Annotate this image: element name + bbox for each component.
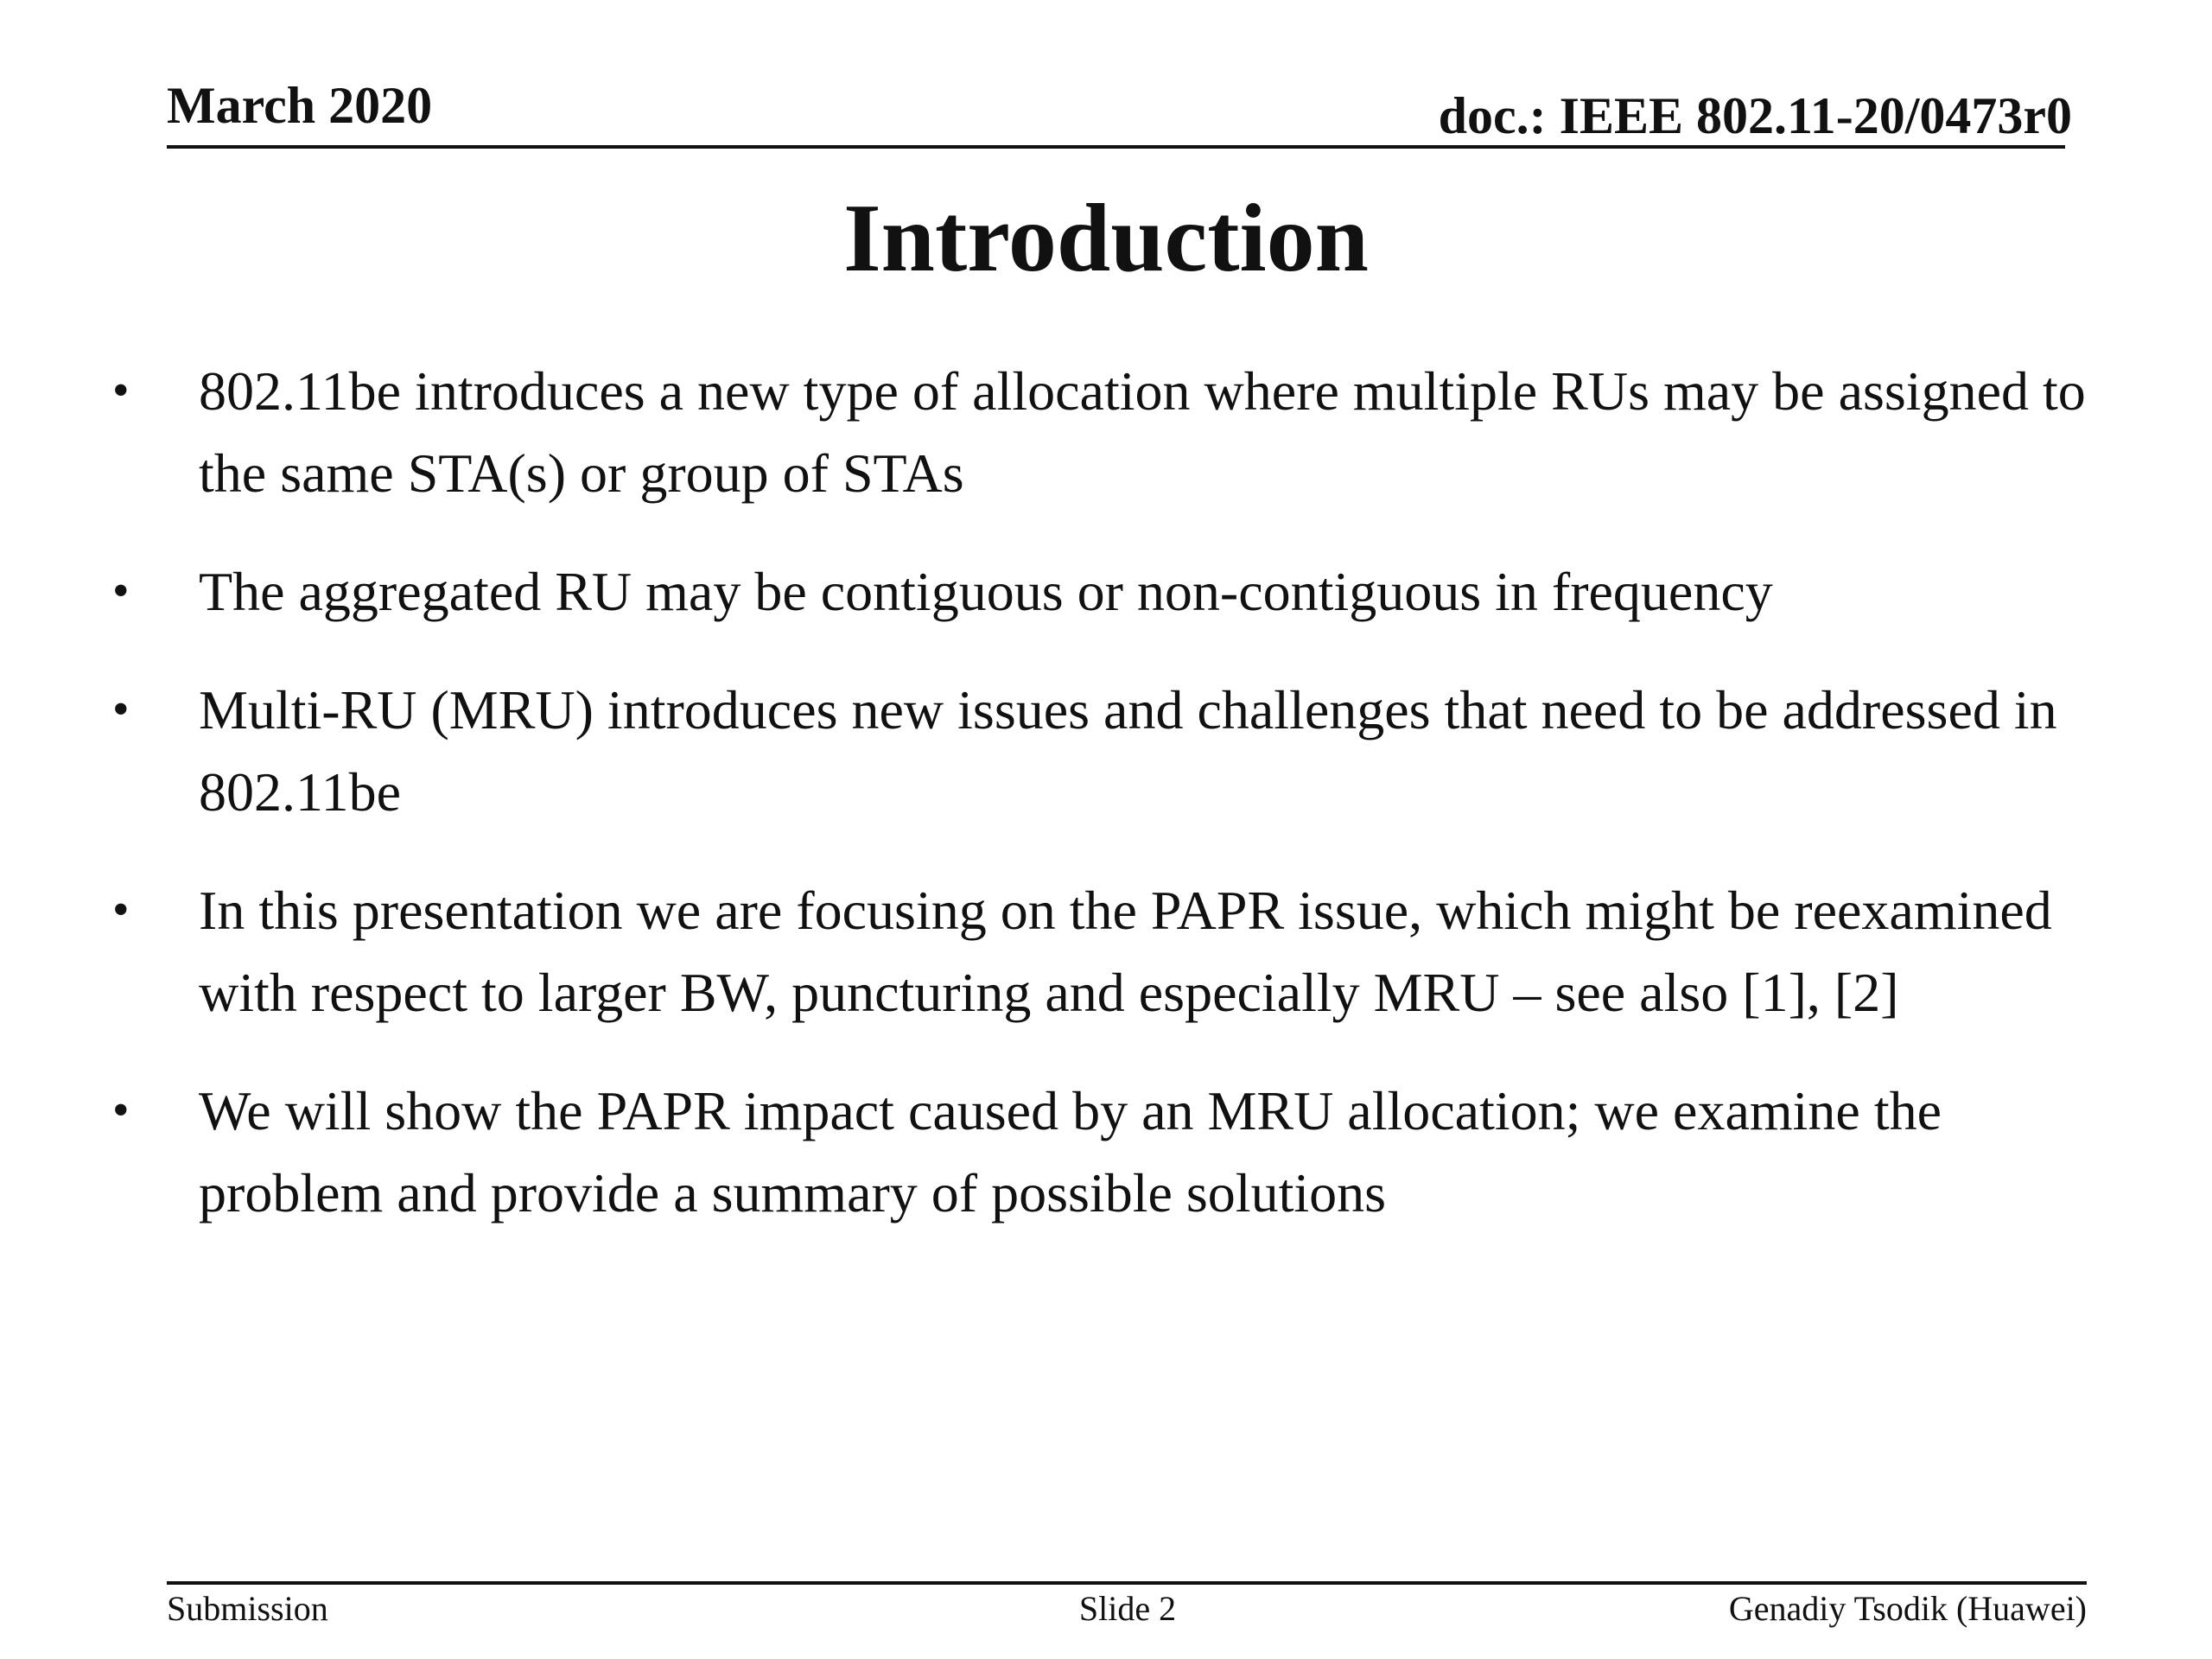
footer-submission: Submission — [167, 1589, 328, 1628]
bullet-item — [112, 869, 2134, 1033]
bullet-item — [112, 669, 2134, 833]
bullet-marker: • — [112, 1084, 130, 1137]
slide-title: Introduction — [843, 185, 1369, 292]
bullet-item — [112, 1070, 2134, 1234]
bullet-marker: • — [112, 683, 130, 736]
bullet-text: Multi-RU (MRU) introduces new issues and challenges that need to be addressed in 802.11be — [199, 679, 2057, 823]
bullet-item — [112, 350, 2134, 514]
bullet-marker: • — [112, 364, 130, 417]
footer-author: Genadiy Tsodik (Huawei) — [1728, 1589, 2087, 1628]
bullet-marker: • — [112, 883, 130, 937]
bullet-list — [112, 350, 2134, 1270]
bullet-text: We will show the PAPR impact caused by an MRU allocation; we examine the problem and provide a summary of possible solutions — [199, 1080, 1942, 1224]
footer-divider — [167, 1581, 2087, 1585]
bullet-text: 802.11be introduces a new type of allocation where multiple RUs may be assigned to the same STA(s) or group of STAs — [199, 360, 2086, 504]
header-doc-id: doc.: IEEE 802.11-20/0473r0 — [1438, 87, 2072, 144]
header-divider — [167, 145, 2065, 149]
bullet-text: The aggregated RU may be contiguous or non-contiguous in frequency — [199, 561, 1773, 622]
footer-slide-number: Slide 2 — [1078, 1589, 1177, 1628]
bullet-marker: • — [112, 564, 130, 618]
header-date: March 2020 — [167, 77, 433, 134]
bullet-item — [112, 550, 2134, 632]
bullet-text: In this presentation we are focusing on the PAPR issue, which might be reexamined with respect to larger BW, puncturing and especially MRU – see also [1], [2] — [199, 880, 2052, 1023]
